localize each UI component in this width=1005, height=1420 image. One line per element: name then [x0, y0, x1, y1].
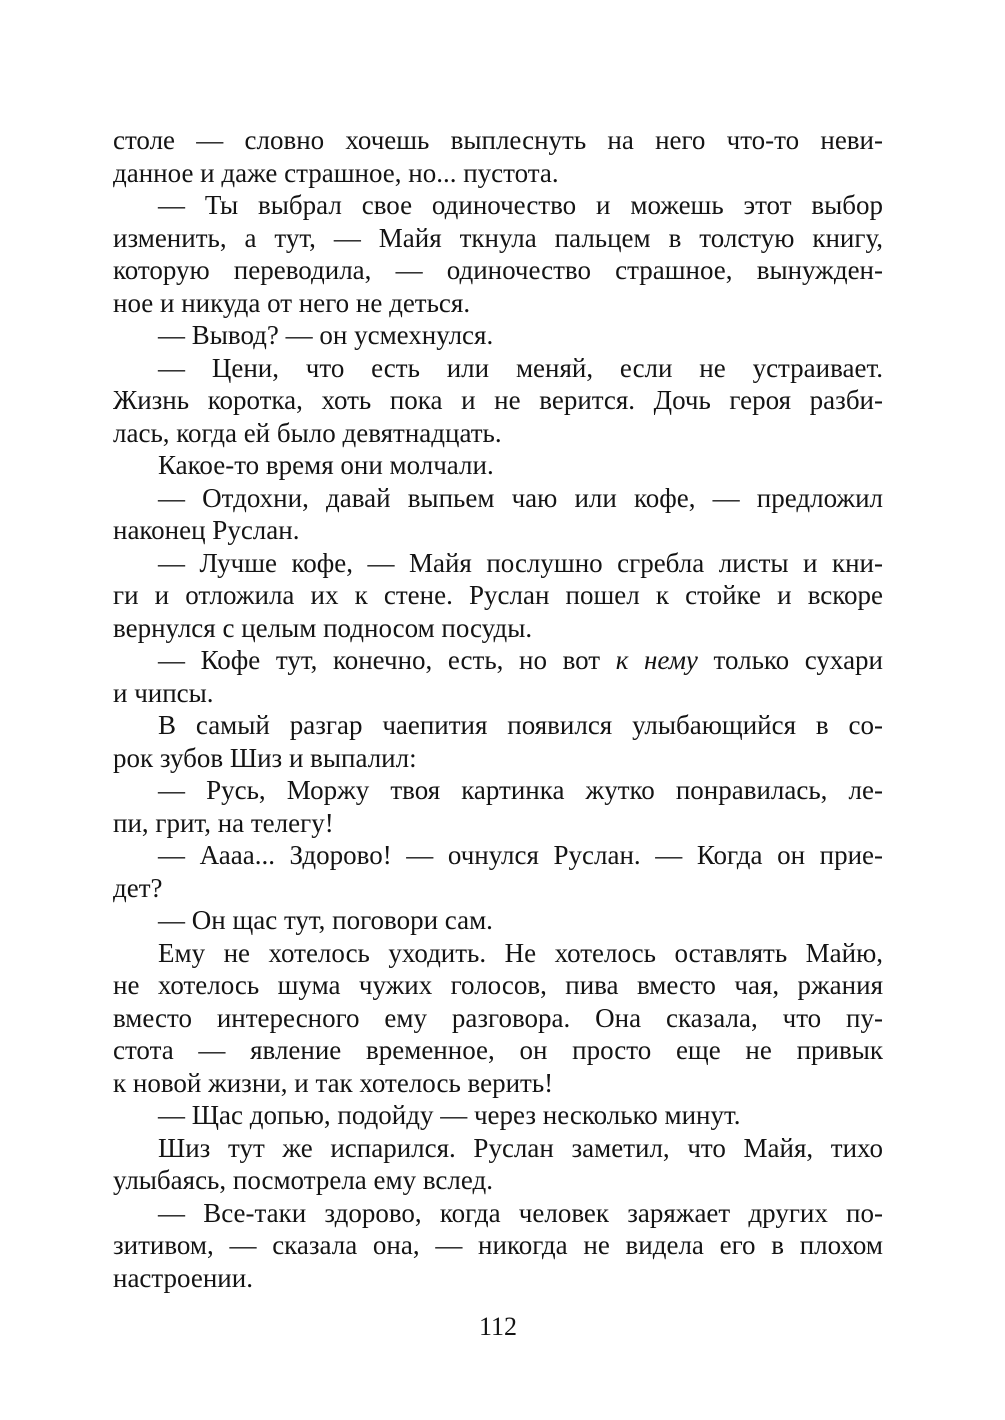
text-line: — Русь, Моржу твоя картинка жутко понравилась, ле- [158, 775, 883, 805]
paragraph [113, 124, 883, 189]
paragraph [113, 449, 883, 482]
text-line: — Цени, что есть или меняй, если не устраивает. [158, 352, 883, 383]
text-line: и чипсы. [113, 677, 214, 708]
text-line: зитивом, — сказала она, — никогда не видела его в плохом [113, 1230, 883, 1260]
text-line: стота — явление временное, он просто еще не привык [113, 1035, 883, 1065]
text-line: рок зубов Шиз и выпалил: [113, 742, 417, 773]
paragraph [113, 774, 883, 839]
text-line: лась, когда ей было девятнадцать. [113, 417, 502, 448]
text-line: вернулся с целым подносом посуды. [113, 612, 533, 643]
text-line: — Все-таки здорово, когда человек заряжает других по- [158, 1197, 883, 1228]
italic-phrase: к нему [615, 645, 698, 675]
paragraph [113, 904, 883, 937]
text-line: ное и никуда от него не деться. [113, 287, 471, 318]
paragraph [113, 1197, 883, 1295]
text-line: дет? [113, 872, 163, 903]
text-line: ги и отложила их к стене. Руслан пошел к стойке и вскоре [113, 580, 883, 610]
text-line: — Лучше кофе, — Майя послушно сгребла листы и кни- [158, 547, 883, 578]
text-line: пи, грит, на телегу! [113, 807, 334, 838]
paragraph [113, 319, 883, 352]
text-line: изменить, а тут, — Майя ткнула пальцем в толстую книгу, [113, 222, 883, 253]
paragraph [113, 709, 883, 774]
text-line: — Вывод? — он усмехнулся. [158, 320, 494, 350]
text-line: вместо интересного ему разговора. Она сказала, что пу- [113, 1002, 883, 1033]
text-line: столе — словно хочешь выплеснуть на него что-то неви- [113, 125, 883, 155]
text-line: к новой жизни, и так хотелось верить! [113, 1067, 554, 1098]
text-line: — Щас допью, подойду — через несколько минут. [158, 1100, 741, 1130]
page-number: 112 [478, 1312, 518, 1341]
text-line: наконец Руслан. [113, 515, 300, 545]
text-line: настроении. [113, 1262, 253, 1293]
paragraph [113, 1132, 883, 1197]
text-segment: — Кофе тут, конечно, есть, но вот [158, 645, 616, 675]
text-line: Ему не хотелось уходить. Не хотелось оставлять Майю, [158, 937, 883, 968]
text-line [113, 644, 883, 677]
text-line: Жизнь коротка, хоть пока и не верится. Дочь героя разби- [113, 385, 883, 415]
paragraph [113, 937, 883, 1100]
text-line: — Он щас тут, поговори сам. [158, 905, 493, 935]
text-line: улыбаясь, посмотрела ему вслед. [113, 1165, 494, 1195]
text-line: — Ты выбрал свое одиночество и можешь этот выбор [158, 190, 883, 220]
text-line: Шиз тут же испарился. Руслан заметил, что Майя, тихо [158, 1132, 883, 1163]
text-line: которую переводила, — одиночество страшное, вынужден- [113, 255, 883, 285]
text-line: В самый разгар чаепития появился улыбающийся в со- [158, 710, 883, 740]
paragraph [113, 482, 883, 547]
paragraph [113, 189, 883, 319]
paragraph [113, 547, 883, 645]
paragraph [113, 352, 883, 450]
text-line: не хотелось шума чужих голосов, пива вместо чая, ржания [113, 970, 883, 1000]
text-line: Какое-то время они молчали. [158, 450, 494, 480]
paragraph [113, 839, 883, 904]
text-line: данное и даже страшное, но... пустота. [113, 157, 559, 188]
text-line: — Отдохни, давай выпьем чаю или кофе, — предложил [158, 482, 883, 513]
paragraph [113, 1099, 883, 1132]
text-segment: только сухари [697, 645, 883, 675]
text-content [113, 124, 883, 1294]
text-line: — Аааа... Здорово! — очнулся Руслан. — Когда он прие- [158, 840, 883, 870]
paragraph [113, 644, 883, 709]
